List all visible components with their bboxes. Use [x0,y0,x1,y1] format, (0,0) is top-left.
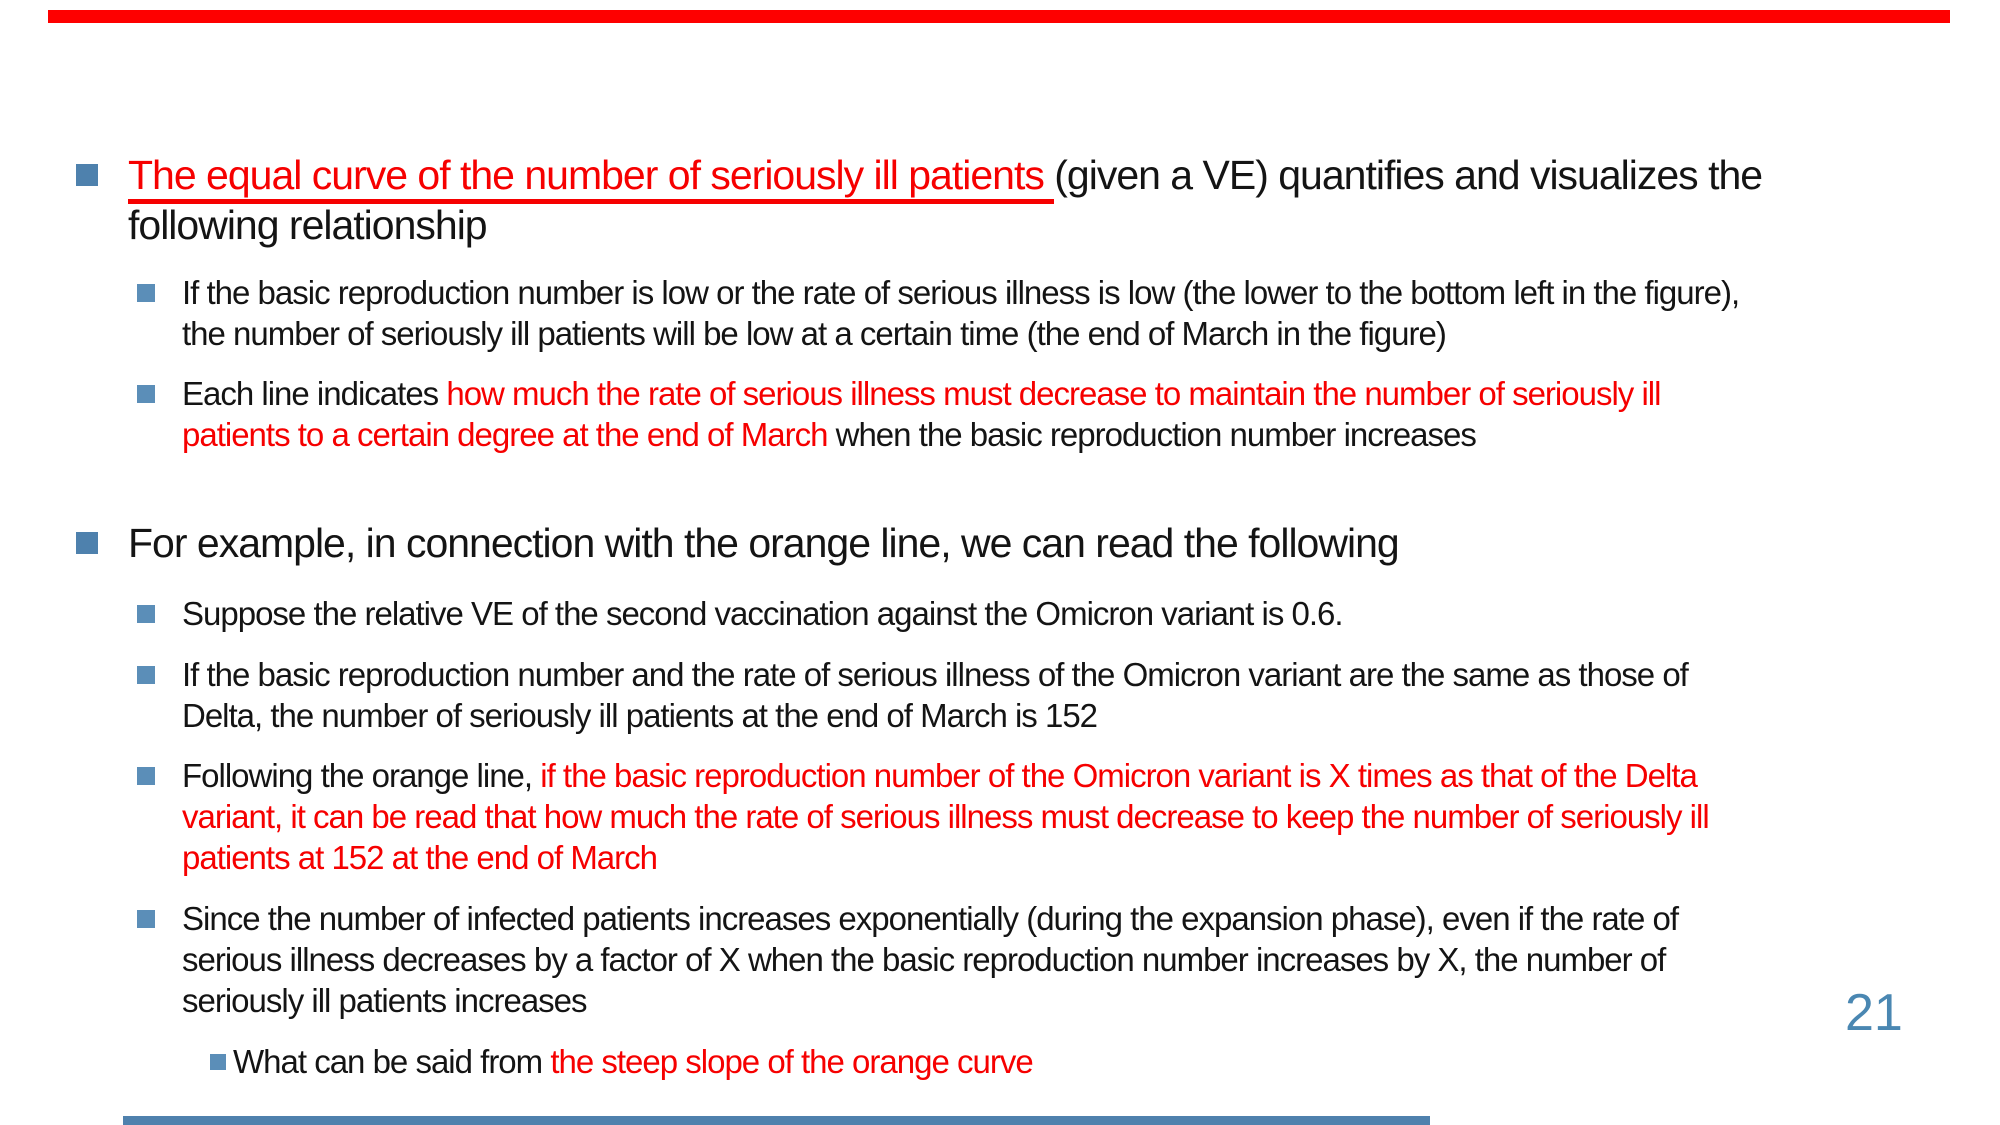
bullet-text [182,654,1990,736]
bullet-text [128,150,1990,250]
bottom-accent-bar [123,1116,1430,1125]
text-segment: If the basic reproduction number is low or the rate of serious illness is low (the lower to the bottom left in the figure), [182,274,1740,311]
bullet-item [0,373,1990,455]
bullet-item [0,1041,1990,1082]
text-segment: If the basic reproduction number and the rate of serious illness of the Omicron variant are the same as those of [182,656,1688,693]
text-segment: variant, it can be read that how much the rate of serious illness must decrease to keep the number of seriously ill [182,798,1709,835]
bullet-text [182,593,1990,634]
bullet-item [0,755,1990,878]
text-segment: Following the orange line, [182,757,541,794]
bullet-marker-icon [137,605,155,623]
text-segment: (given a VE) quantifies and visualizes the [1054,152,1763,198]
bullet-marker-icon [137,284,155,302]
bullet-item [0,272,1990,354]
text-segment: serious illness decreases by a factor of X when the basic reproduction number increases by X, the number of [182,941,1666,978]
text-segment: Each line indicates [182,375,447,412]
text-segment: following relationship [128,202,487,248]
top-accent-bar [48,10,1950,23]
text-segment: What can be said from [233,1043,551,1080]
bullet-marker-icon [76,532,98,554]
bullet-marker-icon [137,910,155,928]
text-segment: Suppose the relative VE of the second vaccination against the Omicron variant is 0.6. [182,595,1343,632]
page-number: 21 [1845,984,1903,1042]
bullet-marker-icon [76,164,98,186]
bullet-item [0,654,1990,736]
text-segment: seriously ill patients increases [182,982,587,1019]
bullet-item [0,150,1990,250]
bullet-item [0,518,1990,568]
bullet-text [233,1041,1990,1082]
text-segment: if the basic reproduction number of the Omicron variant is X times as that of the Delta [540,757,1697,794]
bullet-item [0,898,1990,1021]
text-segment: For example, in connection with the orange line, we can read the following [128,520,1399,566]
bullet-text [182,755,1990,878]
text-segment: The equal curve of the number of seriously ill patients [128,152,1054,204]
bullet-text [182,272,1990,354]
bullet-text [182,373,1990,455]
bullet-marker-icon [137,385,155,403]
text-segment: Since the number of infected patients increases exponentially (during the expansion phase), even if the rate of [182,900,1678,937]
bullet-item [0,593,1990,634]
text-segment: the steep slope of the orange curve [550,1043,1033,1080]
text-segment: how much the rate of serious illness must decrease to maintain the number of seriously ill [446,375,1661,412]
bullet-marker-icon [137,666,155,684]
text-segment: the number of seriously ill patients will be low at a certain time (the end of March in the figure) [182,315,1446,352]
text-segment: patients at 152 at the end of March [182,839,658,876]
text-segment: when the basic reproduction number increases [835,416,1476,453]
bullet-text [182,898,1990,1021]
bullet-marker-icon [137,767,155,785]
text-segment: Delta, the number of seriously ill patients at the end of March is 152 [182,697,1098,734]
bullet-marker-icon [210,1054,226,1070]
bullet-text [128,518,1990,568]
text-segment: patients to a certain degree at the end of March [182,416,836,453]
